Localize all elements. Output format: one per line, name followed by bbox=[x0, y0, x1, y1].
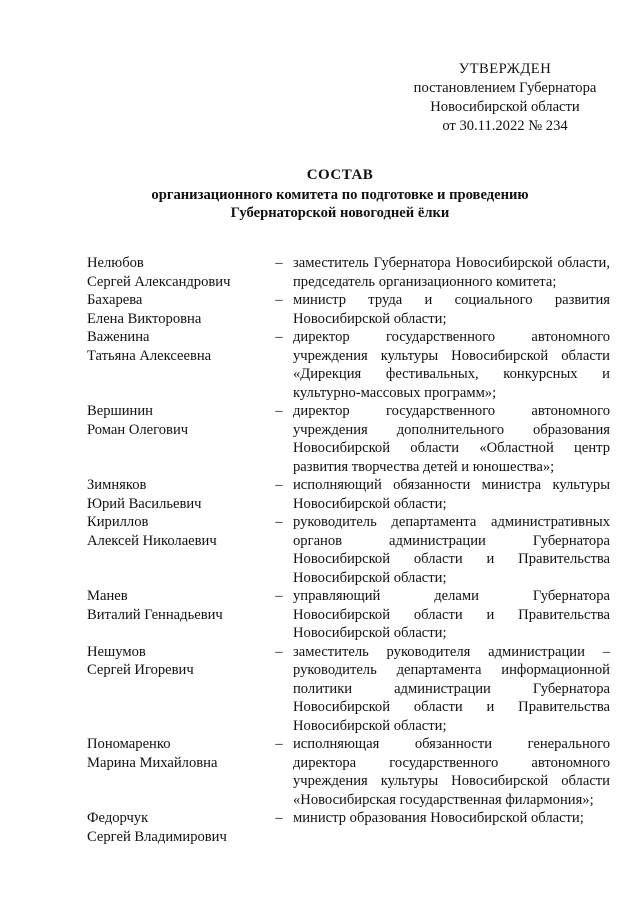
member-given-name: Роман Олегович bbox=[87, 421, 189, 438]
member-surname: Манев bbox=[87, 588, 128, 604]
title-line-1: организационного комитета по подготовке и проведению bbox=[151, 187, 529, 203]
member-surname: Зимняков bbox=[87, 477, 147, 493]
member-name bbox=[87, 291, 267, 328]
member-role: заместитель Губернатора Новосибирской области, председатель организационного комитета; bbox=[293, 255, 610, 290]
member-name bbox=[87, 587, 267, 624]
approval-heading: УТВЕРЖДЕН bbox=[458, 61, 552, 77]
member-name bbox=[87, 735, 267, 772]
member-name bbox=[87, 254, 267, 291]
member-surname: Вершинин bbox=[87, 403, 153, 419]
member-given-name: Марина Михайловна bbox=[87, 754, 218, 771]
member-surname: Кириллов bbox=[87, 514, 149, 530]
approval-stamp bbox=[400, 60, 610, 136]
member-role: управляющий делами Губернатора Новосибирской области и Правительства Новосибирской области; bbox=[293, 588, 610, 641]
title-heading: СОСТАВ bbox=[306, 167, 374, 183]
title-line-2: Губернаторской новогодней ёлки bbox=[230, 205, 450, 221]
member-row bbox=[0, 254, 640, 291]
member-surname: Важенина bbox=[87, 329, 150, 345]
member-dash: – bbox=[275, 292, 283, 308]
member-given-name: Сергей Александрович bbox=[87, 273, 231, 290]
member-given-name: Сергей Игоревич bbox=[87, 662, 194, 678]
member-list bbox=[0, 254, 640, 845]
member-dash: – bbox=[275, 477, 283, 493]
member-role: министр труда и социального развития Новосибирской области; bbox=[293, 292, 610, 327]
member-name bbox=[87, 809, 267, 846]
member-surname: Федорчук bbox=[87, 810, 149, 826]
member-name bbox=[87, 476, 267, 513]
member-surname: Бахарева bbox=[87, 292, 143, 308]
member-role: директор государственного автономного учреждения культуры Новосибирской области «Дирекция фестивальных, конкурсных и культурно-массовых программ»; bbox=[293, 329, 610, 401]
member-row bbox=[0, 513, 640, 587]
approval-line-3: от 30.11.2022 № 234 bbox=[442, 118, 568, 134]
member-surname: Пономаренко bbox=[87, 736, 171, 752]
member-dash: – bbox=[275, 588, 283, 604]
member-given-name: Елена Викторовна bbox=[87, 310, 202, 327]
member-surname: Нешумов bbox=[87, 643, 146, 660]
member-row bbox=[0, 587, 640, 643]
member-dash: – bbox=[275, 514, 283, 530]
member-name bbox=[87, 513, 267, 550]
approval-line-1: постановлением Губернатора bbox=[413, 80, 597, 96]
member-role: директор государственного автономного учреждения дополнительного образования Новосибирской области «Областной центр развития творчества детей и юношества»; bbox=[293, 403, 610, 475]
member-given-name: Виталий Геннадьевич bbox=[87, 606, 223, 623]
member-row bbox=[0, 328, 640, 402]
member-row bbox=[0, 809, 640, 845]
member-dash: – bbox=[275, 329, 283, 345]
member-row bbox=[0, 643, 640, 736]
member-name bbox=[87, 402, 267, 439]
member-row bbox=[0, 476, 640, 513]
member-role: заместитель руководителя администрации – руководитель департамента информационной политики администрации Губернатора Новосибирской области и Правительства Новосибирской области; bbox=[293, 643, 610, 734]
member-dash: – bbox=[275, 736, 283, 752]
member-name bbox=[87, 328, 267, 365]
member-role: руководитель департамента административных органов администрации Губернатора Новосибирской области и Правительства Новосибирской области; bbox=[293, 514, 610, 586]
member-row bbox=[0, 291, 640, 328]
member-dash: – bbox=[275, 643, 283, 660]
document-title bbox=[60, 166, 620, 222]
member-given-name: Алексей Николаевич bbox=[87, 532, 217, 549]
member-dash: – bbox=[275, 810, 283, 826]
member-role: исполняющая обязанности генерального директора государственного автономного учреждения культуры Новосибирской области «Новосибирская государственная филармония»; bbox=[293, 736, 610, 808]
member-given-name: Юрий Васильевич bbox=[87, 495, 202, 512]
member-surname: Нелюбов bbox=[87, 255, 144, 271]
member-row bbox=[0, 735, 640, 809]
approval-line-2: Новосибирской области bbox=[430, 99, 580, 115]
member-dash: – bbox=[275, 255, 283, 271]
member-dash: – bbox=[275, 403, 283, 419]
member-given-name: Сергей Владимирович bbox=[87, 828, 227, 845]
member-given-name: Татьяна Алексеевна bbox=[87, 347, 212, 364]
member-role: исполняющий обязанности министра культуры Новосибирской области; bbox=[293, 477, 610, 512]
member-row bbox=[0, 402, 640, 476]
member-name bbox=[87, 643, 267, 680]
member-role: министр образования Новосибирской области; bbox=[293, 810, 584, 826]
